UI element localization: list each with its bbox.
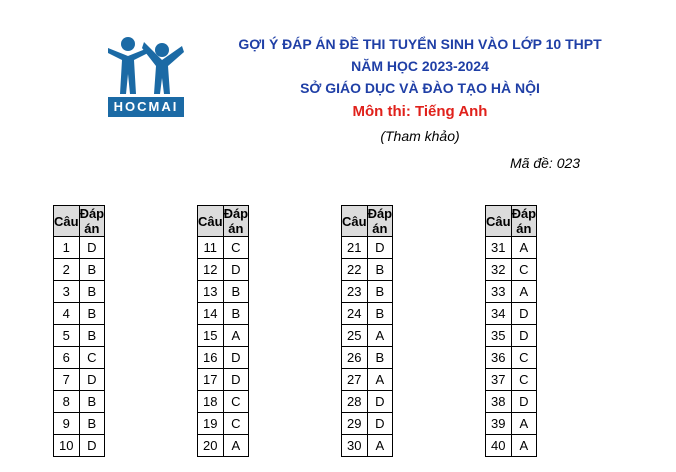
question-header: Câu [198,206,224,237]
answer-header: Đáp án [223,206,249,236]
question-number: 35 [486,325,512,347]
answer-value: D [367,413,393,435]
table-header-row [198,206,249,237]
question-number: 8 [54,391,80,413]
question-number: 24 [342,303,368,325]
answer-value: A [511,237,537,259]
table-row [54,435,105,457]
table-header-row [342,206,393,237]
table-row [198,391,249,413]
answer-value: B [79,281,105,303]
table-row [342,325,393,347]
table-row [342,347,393,369]
question-number: 2 [54,259,80,281]
question-number: 39 [486,413,512,435]
table-row [342,259,393,281]
answer-value: C [223,391,249,413]
table-row [54,281,105,303]
answer-value: D [511,325,537,347]
table-row [198,369,249,391]
question-header: Câu [486,206,512,237]
question-number: 20 [198,435,224,457]
answer-value: D [511,303,537,325]
table-header-row [486,206,537,237]
figures-icon [100,34,192,98]
answer-value: D [367,237,393,259]
logo-text: HOCMAI [108,97,184,117]
question-number: 13 [198,281,224,303]
table-row [486,391,537,413]
table-row [54,325,105,347]
table-row [54,237,105,259]
exam-code: Mã đề: 023 [510,155,581,171]
answer-value: A [511,413,537,435]
table-row [198,281,249,303]
table-row [486,435,537,457]
table-row [198,413,249,435]
answer-value: B [79,391,105,413]
answer-value: A [367,369,393,391]
answer-value: D [367,391,393,413]
question-number: 31 [486,237,512,259]
question-number: 30 [342,435,368,457]
answer-header: Đáp án [79,206,105,236]
question-number: 10 [54,435,80,457]
table-row [198,237,249,259]
table-header-row [54,206,105,237]
answer-value: B [367,347,393,369]
answer-value: D [223,259,249,281]
question-number: 5 [54,325,80,347]
table-row [486,347,537,369]
table-row [342,413,393,435]
answer-value: C [223,237,249,259]
question-number: 12 [198,259,224,281]
question-number: 6 [54,347,80,369]
answer-value: B [79,413,105,435]
answer-value: B [367,281,393,303]
question-number: 9 [54,413,80,435]
answer-table [341,205,393,457]
question-number: 15 [198,325,224,347]
table-row [198,435,249,457]
answer-value: D [223,347,249,369]
question-number: 7 [54,369,80,391]
answer-value: A [223,435,249,457]
question-number: 21 [342,237,368,259]
table-row [486,325,537,347]
answer-value: C [511,347,537,369]
answer-value: D [223,369,249,391]
answer-value: A [223,325,249,347]
question-number: 32 [486,259,512,281]
table-row [486,237,537,259]
table-row [486,281,537,303]
question-number: 23 [342,281,368,303]
table-row [54,259,105,281]
answer-value: A [367,435,393,457]
question-number: 16 [198,347,224,369]
question-number: 1 [54,237,80,259]
table-row [486,369,537,391]
question-number: 22 [342,259,368,281]
table-row [54,303,105,325]
answer-value: D [79,369,105,391]
table-row [54,413,105,435]
table-row [198,347,249,369]
answer-header: Đáp án [511,206,537,236]
answer-value: D [511,391,537,413]
question-number: 18 [198,391,224,413]
question-number: 40 [486,435,512,457]
doc-title-line1: GỢI Ý ĐÁP ÁN ĐỀ THI TUYỂN SINH VÀO LỚP 10 THPT [238,36,602,52]
question-number: 14 [198,303,224,325]
question-number: 27 [342,369,368,391]
answer-value: B [79,259,105,281]
table-row [54,369,105,391]
question-number: 29 [342,413,368,435]
answer-value: B [223,303,249,325]
subject-title: Môn thi: Tiếng Anh [352,103,488,120]
table-row [342,369,393,391]
answer-value: C [511,259,537,281]
question-number: 11 [198,237,224,259]
answer-value: A [367,325,393,347]
table-row [342,435,393,457]
answer-value: B [223,281,249,303]
question-number: 19 [198,413,224,435]
question-number: 3 [54,281,80,303]
answer-value: C [511,369,537,391]
table-row [486,259,537,281]
answer-value: A [511,281,537,303]
question-number: 28 [342,391,368,413]
table-row [198,303,249,325]
question-header: Câu [54,206,80,237]
table-row [342,303,393,325]
answer-header: Đáp án [367,206,393,236]
answer-value: B [79,303,105,325]
table-row [342,281,393,303]
hocmai-logo [100,34,192,118]
table-row [342,391,393,413]
answer-value: C [79,347,105,369]
question-number: 4 [54,303,80,325]
question-number: 33 [486,281,512,303]
question-number: 26 [342,347,368,369]
answer-value: D [79,435,105,457]
reference-note: (Tham khảo) [380,128,460,144]
answer-value: B [367,259,393,281]
answer-value: B [367,303,393,325]
question-number: 17 [198,369,224,391]
answer-table [53,205,105,457]
question-header: Câu [342,206,368,237]
question-number: 37 [486,369,512,391]
table-row [342,237,393,259]
answer-value: D [79,237,105,259]
question-number: 25 [342,325,368,347]
table-row [54,391,105,413]
table-row [486,303,537,325]
table-row [54,347,105,369]
answer-value: A [511,435,537,457]
answer-value: C [223,413,249,435]
table-row [198,259,249,281]
answer-table [485,205,537,457]
answer-value: B [79,325,105,347]
doc-title-line3: SỞ GIÁO DỤC VÀ ĐÀO TẠO HÀ NỘI [300,80,540,96]
doc-title-line2: NĂM HỌC 2023-2024 [351,58,489,74]
question-number: 36 [486,347,512,369]
question-number: 34 [486,303,512,325]
question-number: 38 [486,391,512,413]
table-row [486,413,537,435]
table-row [198,325,249,347]
answer-table [197,205,249,457]
